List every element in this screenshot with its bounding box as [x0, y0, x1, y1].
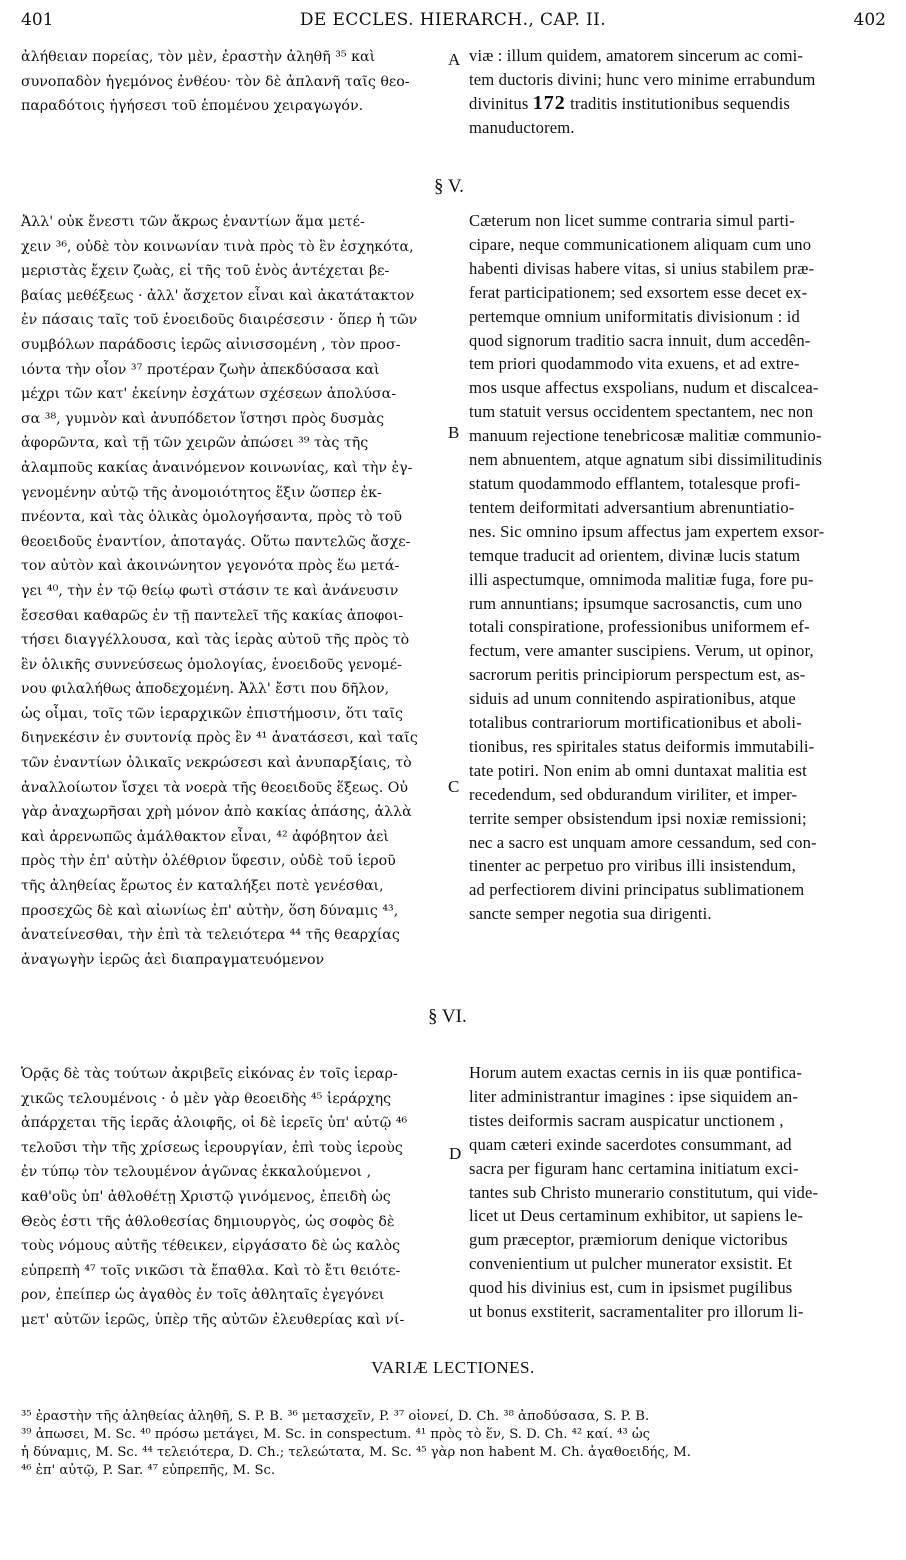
latin-line: pertemque omnium uniformitatis divisionum : id	[469, 306, 800, 326]
greek-line: ἀναλλοίωτον ἴσχει τὰ νοερὰ τῆς θεοειδοῦς ἕξεως. Οὐ	[21, 779, 409, 796]
section-v-heading: § V.	[434, 176, 464, 197]
greek-line: ἐν πάσαις ταῖς τοῦ ἑνοειδοῦς διαιρέσεσιν · ὅπερ ἡ τῶν	[21, 312, 418, 329]
greek-line: διηνεκέσιν ἐν συντονίᾳ πρὸς ἓν ⁴¹ ἀνατάσεσι, καὶ ταῖς	[21, 730, 418, 747]
greek-line: παραδότοις ἡγήσεσι τοῦ ἑπομένου χειραγωγόν.	[21, 98, 364, 115]
greek-line: τῶν ἐναντίων ὁλικαῖς νεκρώσεσι καὶ ἀνυπαρξίαις, τὸ	[21, 755, 412, 772]
variae-lectiones-heading: VARIÆ LECTIONES.	[371, 1358, 535, 1377]
latin-line: fectum, vere amanter suscipiens. Verum, ut opinor,	[469, 641, 814, 661]
greek-section-vi	[21, 1062, 443, 1333]
running-title: DE ECCLES. HIERARCH., CAP. II.	[299, 10, 607, 30]
greek-line: εὐπρεπὴ ⁴⁷ τοῖς νικῶσι τὰ ἔπαθλα. Καὶ τὸ ἔτι θειότε-	[21, 1262, 401, 1279]
latin-line: Cæterum non licet summe contraria simul parti-	[469, 211, 795, 230]
latin-top-block	[469, 44, 887, 140]
latin-line: tinenter ac perpetuo pro viribus illi insistendum,	[469, 856, 796, 876]
latin-line: nec a sacro est unquam amore cessandum, sed con-	[469, 832, 817, 852]
greek-line: συνοπαδὸν ἡγεμόνος ἐνθέου· τὸν δὲ ἀπλανῆ ταῖς θεο-	[21, 73, 410, 90]
greek-line: ἀνατείνεσθαι, τὴν ἐπὶ τὰ τελειότερα ⁴⁴ τῆς θεαρχίας	[21, 927, 400, 944]
greek-line: βαίας μεθέξεως · ἀλλ' ἄσχετον εἶναι καὶ ἀκατάτακτον	[21, 287, 415, 304]
margin-marker-b: B	[448, 423, 460, 442]
greek-line: ἐν τύπῳ τὸν τελουμένον ἀγῶνας ἐκκαλούμενοι ,	[21, 1164, 372, 1181]
latin-line: tionibus, res spiritales status deiformis immutabili-	[469, 736, 815, 756]
greek-top-block	[21, 45, 443, 119]
greek-line: προσεχῶς δὲ καὶ αἰωνίως ἐπ' αὐτὴν, ὅση δύναμις ⁴³,	[21, 902, 399, 919]
latin-word: divinitus	[469, 93, 529, 113]
greek-line: ἀπάρχεται τῆς ἱερᾶς ἀλοιφῆς, οἱ δὲ ἱερεῖς ὑπ' αὐτῷ ⁴⁶	[21, 1115, 408, 1132]
greek-line: καὶ ἀρρενωπῶς ἀμάλθακτον εἶναι, ⁴² ἀφόβητον ἀεὶ	[21, 828, 389, 845]
latin-line: totalibus contrariorum mortificationibus et aboli-	[469, 713, 802, 733]
greek-line: ἀλήθειαν πορείας, τὸν μὲν, ἐραστὴν ἀληθῆ ³⁵ καὶ	[21, 49, 376, 65]
latin-word: traditis institutionibus sequendis	[570, 93, 790, 113]
latin-line: tum statuit versus occidentem spectantem, nec non	[469, 402, 814, 422]
latin-line: Horum autem exactas cernis in iis quæ pontifica-	[469, 1063, 802, 1082]
page-number-left: 401	[21, 10, 54, 30]
latin-line: tate potiri. Non enim ab omni duntaxat malitia est	[469, 760, 807, 780]
greek-line: τοὺς νόμους αὐτῆς τέθεικεν, εἰργάσατο δὲ ὡς καλὸς	[21, 1238, 401, 1255]
greek-section-v	[21, 210, 443, 972]
greek-line: Θεὸς ἐστι τῆς ἀθλοθεσίας δημιουργὸς, ὡς σοφὸς δὲ	[21, 1213, 395, 1230]
latin-line: quod signorum traditio sacra innuit, dum accedên-	[469, 330, 811, 350]
margin-marker-c: C	[448, 777, 460, 796]
greek-line: ἓν ὁλικῆς συννεύσεως ὁμολογίας, ἑνοειδοῦς γενομέ-	[21, 656, 402, 673]
latin-line: ut bonus exstiterit, sacramentaliter pro illorum li-	[469, 1302, 804, 1322]
latin-line: sancte semper negotia sua dirigenti.	[469, 904, 712, 924]
greek-line: ὡς οἶμαι, τοῖς τῶν ἱεραρχικῶν ἐπιστήμοσιν, ὅτι ταῖς	[21, 705, 403, 722]
greek-line: καθ'οὓς ὑπ' ἀθλοθέτῃ Χριστῷ γινόμενος, ἐπειδὴ ὡς	[21, 1188, 391, 1205]
page-number-right: 402	[853, 10, 886, 30]
greek-line: ρον, ἐπείπερ ὡς ἀγαθὸς ἐν τοῖς ἀθληταῖς ἐγεγόνει	[21, 1287, 385, 1304]
greek-line: γενομένην αὐτῷ τῆς ἀνομοιότητος ἕξιν ὥσπερ ἐκ-	[21, 484, 382, 501]
latin-line: manuum rejectione tenebricosæ malitiæ communio-	[469, 426, 822, 446]
greek-line: μετ' αὐτῶν ἱερῶς, ὑπὲρ τῆς αὐτῶν ἐλευθερίας καὶ νί-	[21, 1311, 405, 1328]
latin-line: sacrorum peritis principiorum perspectum est, as-	[469, 665, 806, 685]
latin-line: totali conspiratione, professionibus uniformem ef-	[469, 617, 810, 637]
latin-line: nes. Sic omnino ipsum affectus jam expertem exsor-	[469, 521, 825, 541]
latin-line: ad perfectiorem divini principatus sublimationem	[469, 880, 805, 900]
latin-line: mos usque affectus exspolians, nudum et discalcea-	[469, 378, 819, 398]
latin-line: territe semper obsistendum ipsi noxiæ remissioni;	[469, 808, 807, 828]
latin-line: siduis ad unum connitendo aspirationibus, atque	[469, 689, 796, 709]
latin-line: tentem deiformitati adversantium abrenuntiatio-	[469, 497, 795, 517]
latin-line: sacra per figuram hanc certamina initiatum exci-	[469, 1158, 799, 1178]
greek-line: θεοειδοῦς ἐναντίον, ἀποταγάς. Οὕτω παντελῶς ἄσχε-	[21, 533, 411, 550]
greek-line: πνέοντα, καὶ τὰς ὁλικὰς ὁμολογήσαντα, πρὸς τὸ τοῦ	[21, 509, 403, 526]
note-line: ⁴⁶ ἐπ' αὐτῷ, P. Sar. ⁴⁷ εὐπρεπῆς, M. Sc.	[21, 1463, 276, 1478]
latin-section-vi	[469, 1061, 887, 1324]
latin-line: temque traducit ad orientem, divinæ lucis statum	[469, 545, 801, 565]
greek-line: ἀφορῶντα, καὶ τῇ τῶν χειρῶν ἀπώσει ³⁹ τὰς τῆς	[21, 435, 369, 452]
greek-line: τῆς ἀληθείας ἔρωτος ἐν καταλήξει ποτὲ γενέσθαι,	[21, 878, 384, 895]
latin-section-v	[469, 209, 887, 926]
greek-line: γει ⁴⁰, τὴν ἐν τῷ θείῳ φωτὶ στάσιν τε καὶ ἀνάνευσιν	[21, 582, 399, 599]
latin-line: quam cæteri exinde sacerdotes consummant, ad	[469, 1134, 792, 1154]
latin-line: rum annuntians; ipsumque sacrosanctis, cum uno	[469, 593, 803, 613]
latin-line: illi aspectumque, omnimoda malitiæ fuga, fore pu-	[469, 569, 814, 589]
greek-line: τήσει διαγγέλλουσα, καὶ τὰς ἱερὰς αὐτοῦ τῆς πρὸς τὸ	[21, 632, 410, 649]
greek-line: μέχρι τῶν κατ' ἐκείνην ἐσχάτων σχέσεων ἀπολύσα-	[21, 386, 397, 403]
greek-line: μεριστὰς ἔχειν ζωὰς, εἰ τῆς τοῦ ἑνὸς ἀντέχεται βε-	[21, 263, 390, 280]
latin-line: tantes sub Christo munerario constitutum, qui vide-	[469, 1182, 819, 1202]
latin-line: tem priori quodammodo vita exuens, et ad extre-	[469, 354, 800, 374]
greek-line: τον αὐτὸν καὶ ἀκοινώνητον γεγονότα πρὸς ἕω μετά-	[21, 558, 400, 575]
greek-line: ιόντα τὴν οἷον ³⁷ προτέραν ζωὴν ἀπεκδύσασα καὶ	[21, 361, 380, 378]
margin-marker-a: A	[448, 50, 461, 69]
latin-line: liter administrantur imagines : ipse siquidem an-	[469, 1086, 799, 1106]
note-line: ³⁹ ἀπωσει, M. Sc. ⁴⁰ πρόσω μετάγει, M. Sc. in conspectum. ⁴¹ πρὸς τὸ ἕν, S. D. Ch. ⁴² καί. ⁴³ ὡς	[21, 1427, 650, 1442]
greek-line: γὰρ ἀναχωρῆσαι χρὴ μόνον ἀπὸ κακίας ἁπάσης, ἀλλὰ	[21, 804, 412, 821]
latin-line: recedendum, sed obdurandum viriliter, et imper-	[469, 784, 798, 804]
greek-line: Ἀλλ' οὐκ ἔνεστι τῶν ἄκρως ἐναντίων ἅμα μετέ-	[21, 214, 365, 230]
greek-line: συμβόλων παράδοσις ἱερῶς αἰνισσομένη , τὸν προσ-	[21, 336, 401, 353]
latin-line: quod his divinius est, cum in ipsismet pugilibus	[469, 1278, 793, 1298]
latin-line: gum præceptor, præmiorum denique victoribus	[469, 1230, 788, 1250]
greek-line: νου φιλαλήθως ἀποδεχομένη. Ἀλλ' ἔστι που δῆλον,	[21, 681, 390, 698]
latin-line: habenti divisas habere vitas, si unius stabilem præ-	[469, 258, 815, 278]
latin-line: viæ : illum quidem, amatorem sincerum ac comi-	[469, 46, 804, 65]
greek-line: ἀναγωγὴν ἱερῶς ἀεὶ διαπραγματευόμενον	[21, 951, 325, 968]
note-line: ³⁵ ἐραστὴν τῆς ἀληθείας ἀληθῆ, S. P. B. ³⁶ μετασχεῖν, P. ³⁷ οἱονεί, D. Ch. ³⁸ ἀποδύσασα, S. P. B.	[21, 1409, 650, 1424]
greek-line: πρὸς τὴν ἐπ' αὐτὴν ὀλέθριον ὕφεσιν, οὐδὲ τοῦ ἱεροῦ	[21, 853, 396, 870]
note-line: ἡ δύναμις, M. Sc. ⁴⁴ τελειότερα, D. Ch.; τελεώτατα, M. Sc. ⁴⁵ γὰρ non habent M. Ch. ἀγαθοειδής, M.	[21, 1445, 691, 1460]
latin-line: manuductorem.	[469, 117, 575, 137]
column-number: 172	[532, 91, 566, 114]
greek-line: Ὁρᾷς δὲ τὰς τούτων ἀκριβεῖς εἰκόνας ἐν τοῖς ἱεραρ-	[21, 1066, 398, 1082]
latin-line: convenientium ut pulcher munerator exsistit. Et	[469, 1254, 793, 1274]
latin-line: tistes deiformis sacram auspicatur unctionem ,	[469, 1110, 784, 1130]
latin-line: statum quodammodo efflantem, totalesque profi-	[469, 473, 801, 493]
greek-line: τελοῦσι τὴν τῆς χρίσεως ἱερουργίαν, ἐπὶ τοὺς ἱεροὺς	[21, 1139, 403, 1156]
latin-line: licet ut Deus certaminum exhibitor, ut sapiens le-	[469, 1206, 804, 1226]
greek-line: χειν ³⁶, οὐδὲ τὸν κοινωνίαν τινὰ πρὸς τὸ ἓν ἐσχηκότα,	[21, 238, 414, 255]
latin-line: nem abnuentem, atque agnatum sibi dissimilitudinis	[469, 450, 823, 470]
latin-line: tem ductoris divini; hunc vero minime errabundum	[469, 69, 816, 89]
margin-marker-d: D	[449, 1144, 462, 1163]
latin-line: ferat participationem; sed exsortem esse decet ex-	[469, 282, 808, 302]
variae-lectiones-notes	[21, 1408, 887, 1480]
greek-line: ἀλαμποῦς κακίας ἀναινόμενον κοινωνίας, καὶ τὴν ἐγ-	[21, 459, 413, 476]
section-vi-heading: § VI.	[428, 1006, 467, 1027]
latin-line	[469, 92, 887, 116]
greek-line: ἔσεσθαι καθαρῶς ἐν τῇ παντελεῖ τῆς κακίας ἀποφοι-	[21, 607, 404, 624]
latin-line: cipare, neque communicationem aliquam cum uno	[469, 234, 812, 254]
greek-line: σα ³⁸, γυμνὸν καὶ ἀνυπόδετον ἵστησι πρὸς δυσμὰς	[21, 410, 385, 427]
greek-line: χικῶς τελουμένοις · ὁ μὲν γὰρ θεοειδὴς ⁴⁵ ἱεράρχης	[21, 1090, 392, 1107]
